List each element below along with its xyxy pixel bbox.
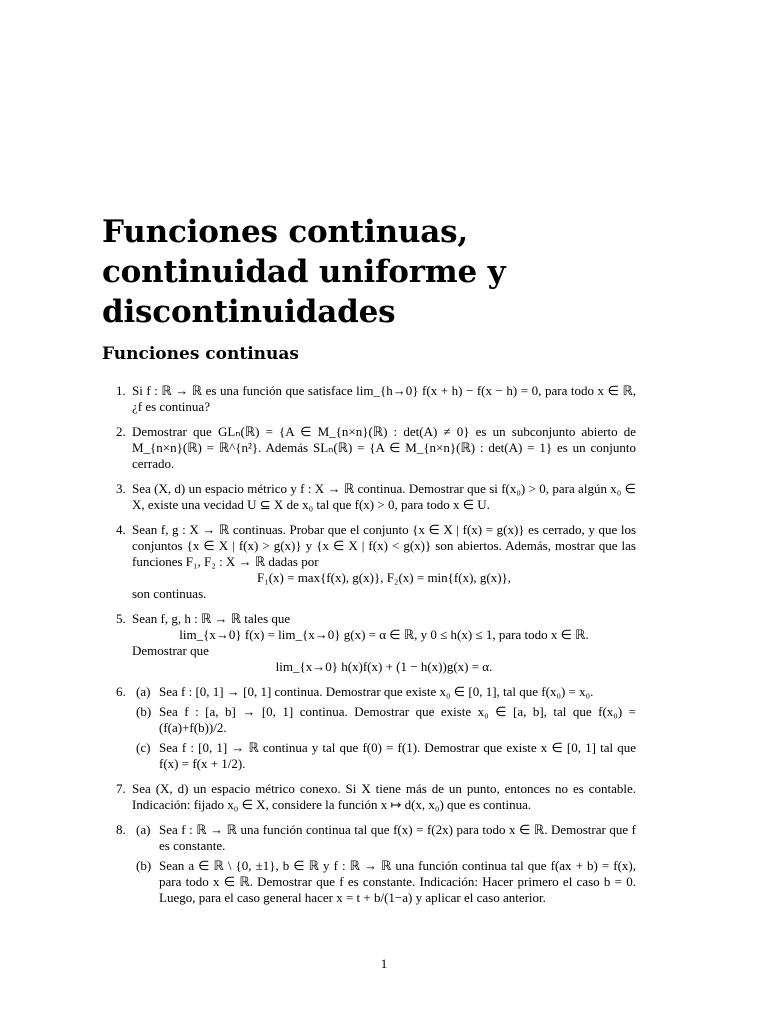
sub-item-label: (b) bbox=[136, 858, 152, 873]
exercise-number: 8. bbox=[116, 822, 126, 837]
sub-item-text: Sea f : [0, 1] → ℝ continua y tal que f(0) = f(1). Demostrar que existe x ∈ [0, 1] tal que f(x) = f(x + 1/2). bbox=[159, 740, 636, 771]
exercise-number: 5. bbox=[116, 611, 126, 626]
sub-item-text: Sea f : [a, b] → [0, 1] continua. Demostrar que existe x₀ ∈ [a, b], tal que f(x₀) = (f(a)+f(b))/2. bbox=[159, 704, 636, 735]
display-equation: F₁(x) = max{f(x), g(x)}, F₂(x) = min{f(x), g(x)}, bbox=[256, 570, 512, 585]
exercise-5 bbox=[102, 611, 636, 675]
exercise-text: Si f : ℝ → ℝ es una función que satisface lim_{h→0} f(x + h) − f(x − h) = 0, para todo x ∈ ℝ, ¿f es continua? bbox=[132, 383, 636, 414]
sub-item-list bbox=[132, 822, 636, 906]
sub-item-c bbox=[132, 740, 636, 772]
exercise-text: Sea (X, d) un espacio métrico y f : X → ℝ continua. Demostrar que si f(x₀) > 0, para algún x₀ ∈ X, existe una vecidad U ⊆ X de x₀ tal que f(x) > 0, para todo x ∈ U. bbox=[132, 481, 636, 512]
exercise-text-after: Demostrar que bbox=[132, 643, 209, 658]
sub-item-b bbox=[132, 858, 636, 906]
sub-item-text: Sean a ∈ ℝ \ {0, ±1}, b ∈ ℝ y f : ℝ → ℝ una función continua tal que f(ax + b) = f(x), para todo x ∈ ℝ. Demostrar que f es constante. Indicación: Hacer primero el caso b = 0. Luego, para el caso general hacer x = t + b/(1−a) y aplicar el caso anterior. bbox=[159, 858, 636, 905]
exercise-number: 6. bbox=[116, 684, 126, 699]
sub-item-b bbox=[132, 704, 636, 736]
exercise-2 bbox=[102, 424, 636, 472]
sub-item-label: (a) bbox=[136, 822, 151, 837]
sub-item-label: (c) bbox=[136, 740, 151, 755]
sub-item-list bbox=[132, 684, 636, 772]
exercise-text-after: son continuas. bbox=[132, 586, 207, 601]
exercise-8 bbox=[102, 822, 636, 906]
sub-item-label: (b) bbox=[136, 704, 152, 719]
sub-item-label: (a) bbox=[136, 684, 151, 699]
exercise-text: Demostrar que GLₙ(ℝ) = {A ∈ M_{n×n}(ℝ) : det(A) ≠ 0} es un subconjunto abierto de M_{n×n}(ℝ) = ℝ^{n²}. Además SLₙ(ℝ) = {A ∈ M_{n×n}(ℝ) : det(A) = 1} es un conjunto cerrado. bbox=[132, 424, 636, 471]
exercise-3 bbox=[102, 481, 636, 513]
display-equation-2: lim_{x→0} h(x)f(x) + (1 − h(x))g(x) = α. bbox=[275, 659, 493, 674]
sub-item-a bbox=[132, 684, 636, 700]
exercise-number: 7. bbox=[116, 781, 126, 796]
exercise-list bbox=[102, 383, 636, 915]
exercise-number: 3. bbox=[116, 481, 126, 496]
exercise-text: Sea (X, d) un espacio métrico conexo. Si X tiene más de un punto, entonces no es contable. Indicación: fijado x₀ ∈ X, considere la función x ↦ d(x, x₀) que es continua. bbox=[132, 781, 636, 812]
exercise-number: 2. bbox=[116, 424, 126, 439]
exercise-1 bbox=[102, 383, 636, 415]
sub-item-text: Sea f : [0, 1] → [0, 1] continua. Demostrar que existe x₀ ∈ [0, 1], tal que f(x₀) = x₀. bbox=[159, 684, 594, 699]
sub-item-text: Sea f : ℝ → ℝ una función continua tal que f(x) = f(2x) para todo x ∈ ℝ. Demostrar que f es constante. bbox=[159, 822, 636, 853]
exercise-number: 4. bbox=[116, 522, 126, 537]
display-equation: lim_{x→0} f(x) = lim_{x→0} g(x) = α ∈ ℝ, y 0 ≤ h(x) ≤ 1, para todo x ∈ ℝ. bbox=[179, 627, 589, 642]
sub-item-a bbox=[132, 822, 636, 854]
section-heading: Funciones continuas bbox=[102, 344, 299, 364]
exercise-4 bbox=[102, 522, 636, 602]
page-number: 1 bbox=[380, 956, 388, 971]
exercise-text: Sean f, g : X → ℝ continuas. Probar que el conjunto {x ∈ X | f(x) = g(x)} es cerrado, y que los conjuntos {x ∈ X | f(x) > g(x)} y {x ∈ X | f(x) < g(x)} son abiertos. Además, mostrar que las funciones F₁, F₂ : X → ℝ dadas por bbox=[132, 522, 636, 569]
document-title: Funciones continuas, continuidad uniforme y discontinuidades bbox=[102, 214, 506, 330]
exercise-text: Sean f, g, h : ℝ → ℝ tales que bbox=[132, 611, 291, 626]
exercise-6 bbox=[102, 684, 636, 772]
exercise-7 bbox=[102, 781, 636, 813]
exercise-number: 1. bbox=[116, 383, 126, 398]
